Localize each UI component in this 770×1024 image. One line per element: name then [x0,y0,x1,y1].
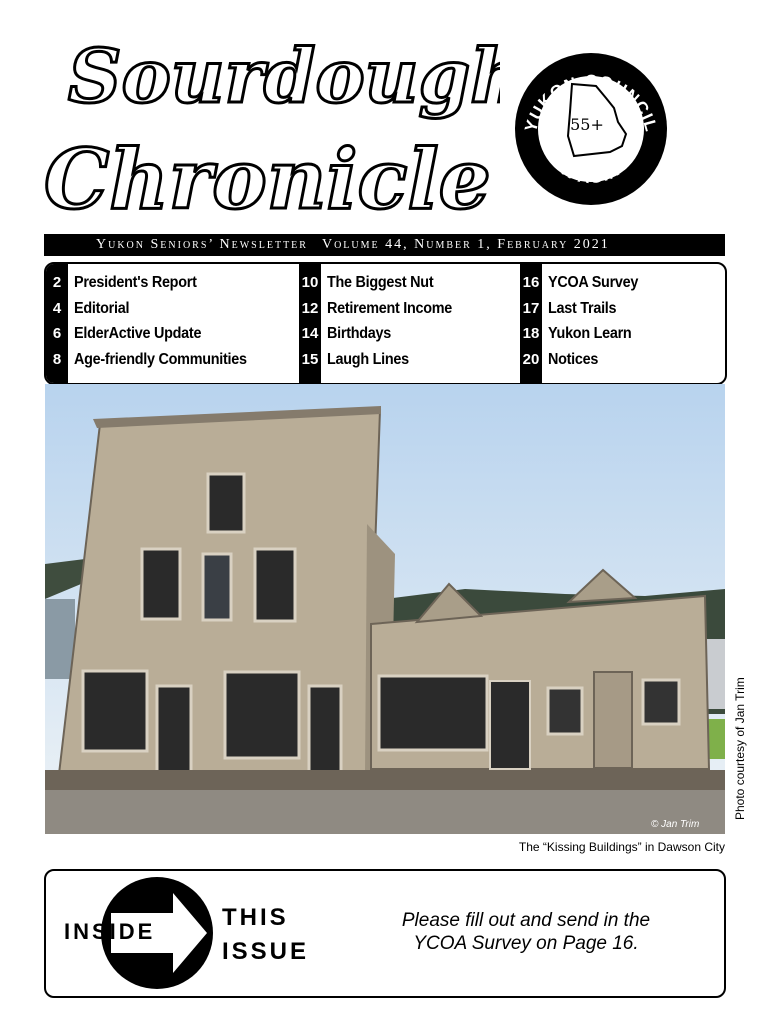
photo-watermark: © Jan Trim [651,819,700,830]
cover-photo [45,384,725,834]
toc-column [299,270,466,372]
table-of-contents [44,262,727,385]
toc-item[interactable]: 16 YCOA Survey [522,274,639,291]
photo-credit: Photo courtesy of Jan Trim [733,677,747,820]
photo-caption: The “Kissing Buildings” in Dawson City [518,840,725,854]
toc-item[interactable]: 15 Laugh Lines [301,350,409,368]
newsletter-label: Yukon Seniors’ Newsletter [96,237,308,252]
toc-item[interactable]: 10 The Biggest Nut [301,274,434,291]
toc-item[interactable]: 4 Editorial [52,299,130,317]
masthead-title [40,20,500,230]
toc-item[interactable]: 17 Last Trails [522,299,617,317]
toc-column [46,270,266,372]
toc-column [520,270,648,372]
masthead-line2: Chronicle [44,132,491,228]
survey-note: Please fill out and send in the YCOA Survey on Page 16. [401,910,651,954]
toc-item[interactable]: 8 Age-friendly Communities [52,350,247,368]
inside-this-issue-box [44,869,726,998]
toc-item[interactable]: 18 Yukon Learn [522,325,632,342]
toc-item[interactable]: 14 Birthdays [301,325,391,342]
toc-item[interactable]: 6 ElderActive Update [52,325,202,342]
toc-item[interactable]: 20 Notices [522,350,599,368]
toc-item[interactable]: 12 Retirement Income [301,299,453,317]
issue-banner [44,234,725,256]
ycoa-logo [514,52,668,206]
masthead-line1: Sourdough [68,34,500,120]
inside-label: INSIDE [64,919,156,944]
this-issue-label: THIS ISSUE [222,904,310,965]
issue-label: Volume 44, Number 1, February 2021 [321,237,610,252]
seal-bottom-text: ON AGING [547,152,635,188]
toc-item[interactable]: 2 President's Report [52,274,197,291]
seal-top-text: YUKON COUNCIL [521,71,661,135]
seal-badge: 55+ [570,115,604,134]
